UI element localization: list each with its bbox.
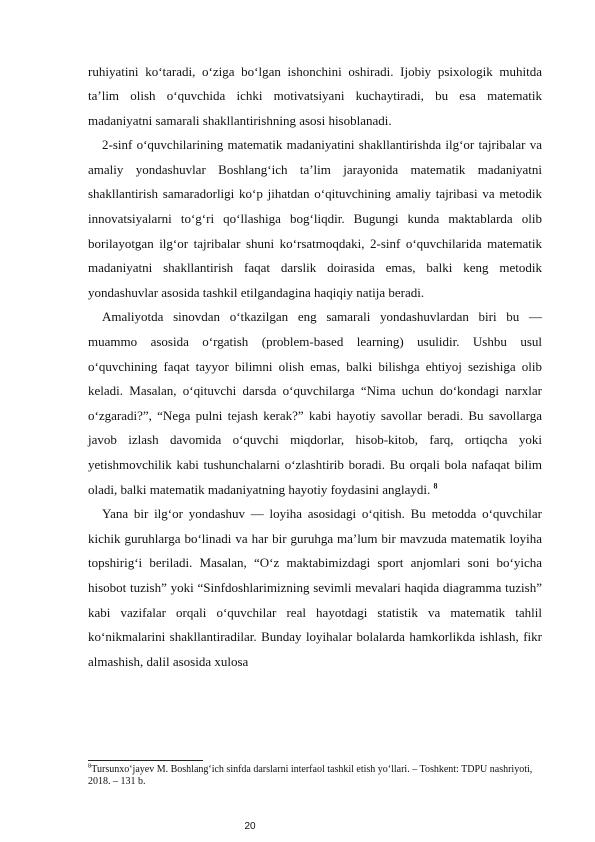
paragraph-3-text: Amaliyotda sinovdan o‘tkazilgan eng samarali yondashuvlardan biri bu — muammo asosida o‘rgatish (problem-based learning) usulidir. Ushbu usul o‘quvchining faqat tayyor bilimni olish emas, balki bilishga ehtiyoj sezishiga olib keladi. Masalan, o‘qituvchi darsda o‘quvchilarga “Nima uchun do‘kondagi narxlar o‘zgaradi?”, “Nega pulni tejash kerak?” kabi hayotiy savollar beradi. Bu savollarga javob izlash davomida o‘quvchi miqdorlar, hisob-kitob, farq, ortiqcha yoki yetishmovchilik kabi tushunchalarni o‘zlashtirib boradi. Bu orqali bola nafaqat bilim oladi, balki matematik madaniyatning hayotiy foydasini anglaydi. <box>88 309 542 497</box>
paragraph-1: ruhiyatini ko‘taradi, o‘ziga bo‘lgan ishonchini oshiradi. Ijobiy psixologik muhitda ta’lim olish o‘quvchida ichki motivatsiyani kuchaytiradi, bu esa matematik madaniyatni samarali shakllantirishning asosi hisoblanadi. <box>88 63 542 128</box>
paragraph-4: Yana bir ilg‘or yondashuv — loyiha asosidagi o‘qitish. Bu metodda o‘quvchilar kichik guruhlarga bo‘linadi va har bir guruhga ma’lum bir mavzuda matematik loyiha topshirig‘i beriladi. Masalan, “O‘z maktabimizdagi sport anjomlari soni bo‘yicha hisobot tuzish” yoki “Sinfdoshlarimizning sevimli mevalari haqida diagramma tuzish” kabi vazifalar orqali o‘quvchilar real hayotdagi statistik va matematik tahlil ko‘nikmalarini shakllantiradilar. Bunday loyihalar bolalarda hamkorlikda ishlash, fikr almashish, dalil asosida xulosa <box>88 506 542 669</box>
paragraph-3 <box>88 305 542 502</box>
footnote-number: 8 <box>88 762 92 770</box>
footnote <box>88 764 548 788</box>
paragraph-2: 2-sinf o‘quvchilarining matematik madaniyatini shakllantirishda ilg‘or tajribalar va amaliy yondashuvlar Boshlang‘ich ta’lim jarayonida matematik madaniyatni shakllantirish samaradorligi ko‘p jihatdan o‘qituvchining amaliy tajribasi va metodik innovatsiyalarni to‘g‘ri qo‘llashiga bog‘liqdir. Bugungi kunda maktablarda olib borilayotgan ilg‘or tajribalar shuni ko‘rsatmoqdaki, 2-sinf o‘quvchilarida matematik madaniyatni shakllantirish faqat darslik doirasida emas, balki keng metodik yondashuvlar asosida tashkil etilgandagina haqiqiy natija beradi. <box>88 137 542 300</box>
footnote-text: Tursunxo‘jayev M. Boshlang‘ich sinfda darslarni interfaol tashkil etish yo‘llari. – Toshkent: TDPU nashriyoti, 2018. – 131 b. <box>88 764 533 787</box>
page-number: 20 <box>244 821 256 832</box>
footnote-divider <box>88 760 203 761</box>
body-text <box>88 60 542 675</box>
footnote-reference[interactable]: 8 <box>433 481 438 491</box>
